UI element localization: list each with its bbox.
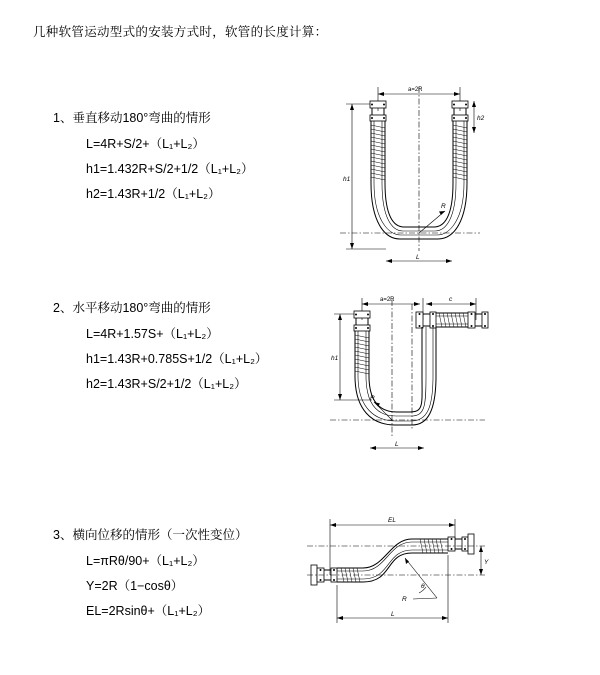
svg-text:h2: h2	[477, 115, 485, 122]
intro-text: 几种软管运动型式的安装方式时，软管的长度计算：	[33, 25, 328, 39]
svg-text:a=2R: a=2R	[408, 87, 423, 93]
svg-text:h1: h1	[343, 176, 351, 183]
formula: h2=1.43R+S/2+1/2（L₁+L₂）	[86, 377, 247, 391]
svg-text:R: R	[402, 596, 407, 603]
svg-text:c: c	[449, 296, 453, 303]
svg-text:θ: θ	[421, 583, 425, 590]
svg-text:R: R	[441, 203, 446, 210]
formula: h2=1.43R+1/2（L₁+L₂）	[86, 187, 221, 201]
svg-text:h1: h1	[331, 355, 339, 362]
formula: h1=1.432R+S/2+1/2（L₁+L₂）	[86, 162, 254, 176]
section-3-title: 3、横向位移的情形（一次性变位）	[53, 528, 248, 542]
svg-text:L: L	[395, 441, 399, 448]
section-1-title: 1、垂直移动180°弯曲的情形	[53, 111, 211, 125]
section-3-formulas	[86, 549, 210, 624]
lateral-offset-diagram	[285, 503, 500, 643]
svg-text:R: R	[370, 395, 375, 402]
formula: L=4R+S/2+（L₁+L₂）	[86, 137, 205, 151]
svg-text:L: L	[391, 611, 395, 618]
vertical-180-bend-diagram	[300, 71, 500, 291]
formula: L=4R+1.57S+（L₁+L₂）	[86, 327, 219, 341]
section-2-formulas	[86, 322, 267, 397]
formula: h1=1.43R+0.785S+1/2（L₁+L₂）	[86, 352, 268, 366]
svg-text:a=2R: a=2R	[380, 297, 395, 303]
horizontal-180-bend-diagram	[300, 280, 500, 470]
svg-text:Y: Y	[484, 559, 489, 566]
formula: EL=2Rsinθ+（L₁+L₂）	[86, 604, 211, 618]
svg-text:EL: EL	[388, 517, 396, 524]
svg-text:L: L	[416, 254, 420, 261]
formula: L=πRθ/90+（L₁+L₂）	[86, 554, 205, 568]
section-2-title: 2、水平移动180°弯曲的情形	[53, 301, 211, 315]
section-1-formulas	[86, 132, 254, 207]
formula: Y=2R（1−cosθ）	[86, 579, 184, 593]
